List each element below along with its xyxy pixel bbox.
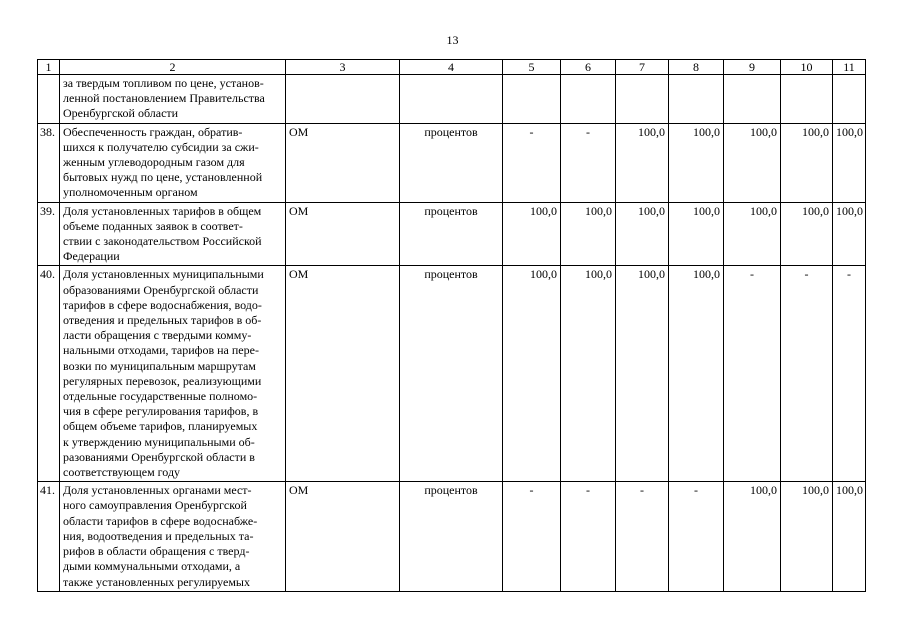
indicator-line: женным углеводородным газом для <box>63 155 245 170</box>
value-cell <box>833 75 866 124</box>
header-row <box>38 60 866 75</box>
indicator-name <box>60 202 286 266</box>
indicator-line: общем объеме тарифов, планируемых <box>63 419 258 434</box>
indicator-line: Обеспеченность граждан, обратив- <box>63 124 243 139</box>
indicator-name <box>60 482 286 591</box>
indicator-line: соответствующем году <box>63 465 181 480</box>
value-cell <box>724 75 781 124</box>
indicator-line: чия в сфере регулирования тарифов, в <box>63 404 259 419</box>
indicator-line: области тарифов в сфере водоснабже- <box>63 513 258 528</box>
value-cell: 100,0 <box>833 202 866 266</box>
indicator-line: тарифов в сфере водоснабжения, водо- <box>63 297 262 312</box>
value-cell <box>503 75 561 124</box>
value-cell: - <box>561 482 616 591</box>
indicator-line: ного самоуправления Оренбургской <box>63 498 247 513</box>
indicator-line: ствии с законодательством Российской <box>63 234 262 249</box>
header-cell: 1 <box>38 60 60 75</box>
indicator-line: также установленных регулируемых <box>63 574 250 589</box>
value-cell: - <box>503 123 561 202</box>
value-cell: 100,0 <box>781 202 833 266</box>
indicator-name <box>60 123 286 202</box>
indicator-line: регулярных перевозок, реализующими <box>63 373 262 388</box>
header-cell: 2 <box>60 60 286 75</box>
value-cell: 100,0 <box>781 123 833 202</box>
indicator-line: рифов в области обращения с тверд- <box>63 544 250 559</box>
indicator-line: Доля установленных муниципальными <box>63 267 264 282</box>
value-cell: 100,0 <box>503 202 561 266</box>
header-cell: 11 <box>833 60 866 75</box>
unit-cell: процентов <box>400 482 503 591</box>
header-cell: 4 <box>400 60 503 75</box>
indicator-line: объеме поданных заявок в соответ- <box>63 218 243 233</box>
indicator-line: отдельные государственные полномо- <box>63 389 258 404</box>
indicator-name <box>60 75 286 124</box>
value-cell: 100,0 <box>669 266 724 482</box>
indicator-line: ния, водоотведения и предельных та- <box>63 528 254 543</box>
indicator-line: возки по муниципальным маршрутам <box>63 358 256 373</box>
indicator-line: ленной постановлением Правительства <box>63 91 265 106</box>
indicator-line: нальными отходами, тарифов на пере- <box>63 343 259 358</box>
value-cell <box>669 75 724 124</box>
responsible-cell: ОМ <box>286 266 400 482</box>
indicators-table <box>37 59 866 592</box>
table-row <box>38 123 866 202</box>
row-number: 40. <box>38 266 60 482</box>
table-row <box>38 266 866 482</box>
indicator-line: дыми коммунальными отходами, а <box>63 559 241 574</box>
value-cell: - <box>781 266 833 482</box>
unit-cell: процентов <box>400 202 503 266</box>
indicator-line: к утверждению муниципальными об- <box>63 434 255 449</box>
indicator-line: Федерации <box>63 249 120 264</box>
value-cell: - <box>724 266 781 482</box>
indicator-line: Доля установленных органами мест- <box>63 483 252 498</box>
indicator-line: Оренбургской области <box>63 106 179 121</box>
value-cell: 100,0 <box>561 202 616 266</box>
indicator-line: шихся к получателю субсидии за сжи- <box>63 139 259 154</box>
value-cell: 100,0 <box>781 482 833 591</box>
indicator-line: ласти обращения с твердыми комму- <box>63 328 252 343</box>
value-cell <box>561 75 616 124</box>
row-number: 39. <box>38 202 60 266</box>
header-cell: 10 <box>781 60 833 75</box>
value-cell: 100,0 <box>503 266 561 482</box>
header-cell: 7 <box>616 60 669 75</box>
responsible-cell <box>286 75 400 124</box>
unit-cell <box>400 75 503 124</box>
value-cell: 100,0 <box>724 123 781 202</box>
unit-cell: процентов <box>400 266 503 482</box>
value-cell: - <box>503 482 561 591</box>
value-cell: 100,0 <box>616 266 669 482</box>
table-row <box>38 202 866 266</box>
table-row <box>38 482 866 591</box>
header-cell: 8 <box>669 60 724 75</box>
responsible-cell: ОМ <box>286 202 400 266</box>
header-cell: 6 <box>561 60 616 75</box>
indicator-line: разованиями Оренбургской области в <box>63 449 255 464</box>
indicator-line: образованиями Оренбургской области <box>63 282 259 297</box>
value-cell: 100,0 <box>669 123 724 202</box>
responsible-cell: ОМ <box>286 123 400 202</box>
indicator-line: Доля установленных тарифов в общем <box>63 203 262 218</box>
row-number <box>38 75 60 124</box>
value-cell: 100,0 <box>724 202 781 266</box>
value-cell <box>781 75 833 124</box>
value-cell: - <box>561 123 616 202</box>
indicator-name <box>60 266 286 482</box>
value-cell: 100,0 <box>561 266 616 482</box>
value-cell <box>616 75 669 124</box>
page-number: 13 <box>446 33 459 47</box>
header-cell: 5 <box>503 60 561 75</box>
value-cell: 100,0 <box>833 123 866 202</box>
value-cell: 100,0 <box>724 482 781 591</box>
unit-cell: процентов <box>400 123 503 202</box>
indicator-line: бытовых нужд по цене, установленной <box>63 170 263 185</box>
value-cell: - <box>669 482 724 591</box>
indicator-line: отведения и предельных тарифов в об- <box>63 313 262 328</box>
table-row <box>38 75 866 124</box>
value-cell: - <box>616 482 669 591</box>
value-cell: 100,0 <box>616 202 669 266</box>
indicator-line: за твердым топливом по цене, установ- <box>63 76 264 90</box>
indicator-line: уполномоченным органом <box>63 185 198 200</box>
value-cell: 100,0 <box>616 123 669 202</box>
value-cell: 100,0 <box>669 202 724 266</box>
header-cell: 9 <box>724 60 781 75</box>
responsible-cell: ОМ <box>286 482 400 591</box>
header-cell: 3 <box>286 60 400 75</box>
row-number: 41. <box>38 482 60 591</box>
value-cell: 100,0 <box>833 482 866 591</box>
row-number: 38. <box>38 123 60 202</box>
value-cell: - <box>833 266 866 482</box>
